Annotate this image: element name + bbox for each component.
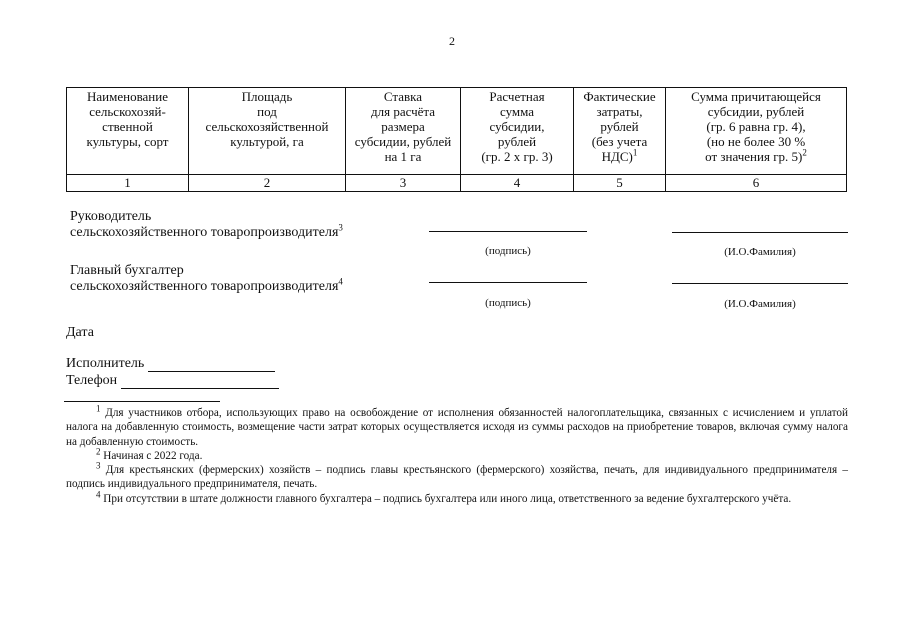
footnote-text: Для участников отбора, использующих право на освобождение от исполнения обязанностей налогоплательщика, связанных с исчислением и уплатой налога на добавленную стоимость, возмещение части затрат которых осуществляется исходя из суммы расходов на приобретение товаров, включая сумму налога на добавленную стоимость.: [66, 407, 848, 448]
footnotes: [66, 403, 848, 506]
column-number: 4: [461, 175, 574, 192]
subsidy-table: [66, 87, 847, 192]
accountant-name-caption: (И.О.Фамилия): [724, 298, 796, 310]
footnote-separator: [64, 401, 220, 402]
header-text: Расчетная сумма субсидии, рублей (гр. 2 х гр. 3): [481, 89, 553, 164]
phone-row: [66, 373, 279, 389]
head-name-line[interactable]: [672, 232, 848, 233]
footnote-text: При отсутствии в штате должности главного бухгалтера – подпись бухгалтера или иного лица, ответственного за ведение бухгалтерского учёта.: [103, 492, 792, 505]
header-area: [189, 88, 346, 175]
footnote: [66, 460, 848, 492]
phone-field[interactable]: [121, 376, 279, 389]
head-signature-caption: (подпись): [485, 245, 531, 257]
accountant-name-line[interactable]: [672, 283, 848, 284]
header-rate: [346, 88, 461, 175]
footnote: [66, 489, 848, 506]
accountant-title: Главный бухгалтер: [70, 263, 184, 278]
header-calculated-sum: [461, 88, 574, 175]
footnote: [66, 403, 848, 449]
head-signature-line[interactable]: [429, 231, 587, 232]
accountant-signature-label: [70, 263, 343, 295]
header-text: Ставка для расчёта размера субсидии, рублей на 1 га: [354, 89, 452, 164]
table-header-row: [67, 88, 847, 175]
footnote-number: 1: [96, 403, 101, 414]
accountant-footnote-ref: 4: [338, 276, 343, 287]
header-footnote-ref: 2: [802, 147, 807, 158]
footnote-number: 2: [96, 446, 101, 457]
executor-label: Исполнитель: [66, 356, 145, 371]
accountant-signature-line[interactable]: [429, 282, 587, 283]
head-title: Руководитель: [70, 209, 152, 224]
column-number: 6: [666, 175, 847, 192]
accountant-signature-caption: (подпись): [485, 297, 531, 309]
footnote-text: Для крестьянских (фермерских) хозяйств – подпись главы крестьянского (фермерского) хозяйства, печать, для индивидуального предпринимателя – подпись индивидуального предпринимателя, печать.: [66, 464, 848, 491]
header-text: Площадь под сельскохозяйственной культурой, га: [205, 89, 329, 149]
accountant-org-text: сельскохозяйственного товаропроизводителя: [70, 279, 339, 294]
phone-label: Телефон: [66, 373, 118, 388]
footnote-number: 4: [96, 489, 101, 500]
column-number: 1: [67, 175, 189, 192]
header-text: Наименование сельскохозяй- ственной культуры, сорт: [86, 89, 169, 149]
column-number: 3: [346, 175, 461, 192]
head-org: [70, 222, 343, 241]
column-number: 5: [574, 175, 666, 192]
executor-row: [66, 356, 275, 372]
header-footnote-ref: 1: [632, 147, 638, 158]
header-text: Сумма причитающейся субсидии, рублей (гр. 6 равна гр. 4), (но не более 30 % от значения гр. 5): [691, 89, 821, 164]
head-name-caption: (И.О.Фамилия): [724, 246, 796, 258]
table-column-number-row: [67, 175, 847, 192]
footnote-text: Начиная с 2022 года.: [103, 449, 203, 462]
header-actual-costs: [574, 88, 666, 175]
header-due-subsidy: [666, 88, 847, 175]
footnote: [66, 446, 848, 463]
page-number: 2: [449, 34, 455, 48]
executor-field[interactable]: [148, 359, 275, 372]
head-footnote-ref: 3: [338, 222, 343, 233]
head-org-text: сельскохозяйственного товаропроизводителя: [70, 225, 339, 240]
head-signature-label: [70, 209, 343, 241]
column-number: 2: [189, 175, 346, 192]
date-label: Дата: [66, 325, 94, 340]
header-text: Фактические затраты, рублей (без учета НДС): [583, 89, 656, 164]
accountant-org: [70, 276, 343, 295]
header-crop-name: [67, 88, 189, 175]
footnote-number: 3: [96, 460, 101, 471]
